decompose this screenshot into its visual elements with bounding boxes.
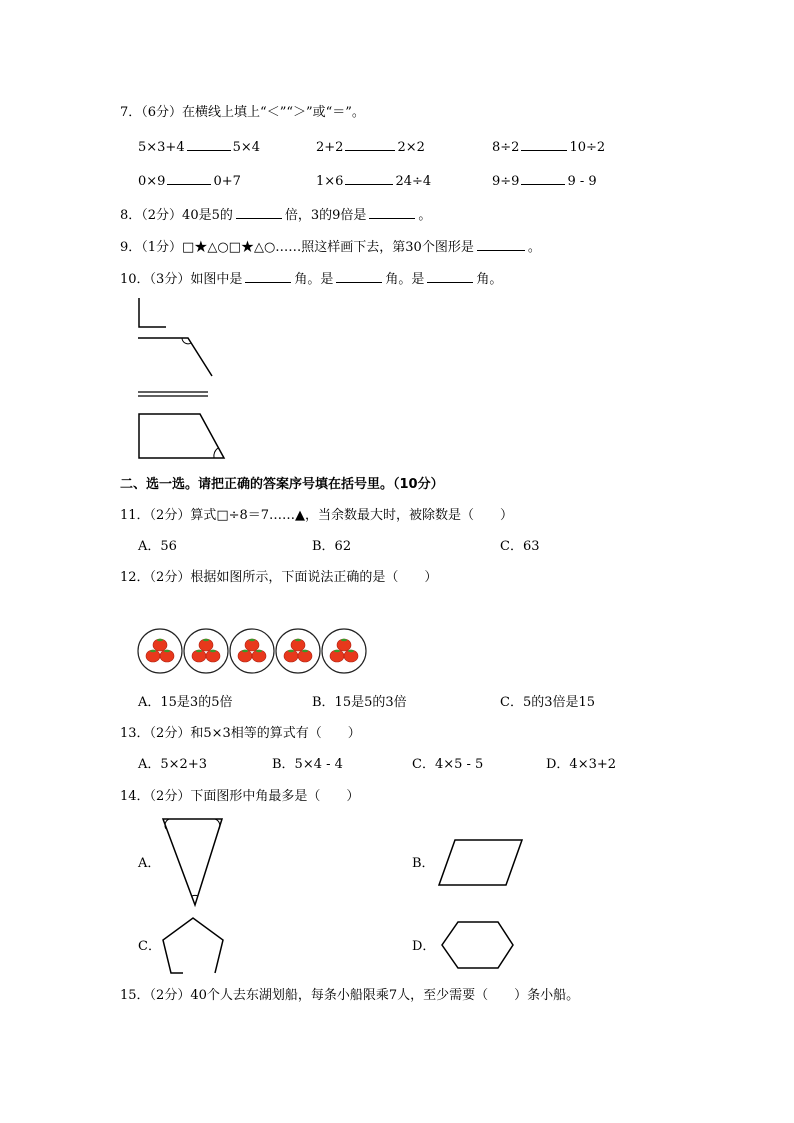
q7-row2-item1 (138, 172, 241, 190)
section2-heading: 二、选一选。请把正确的答案序号填在括号里。（10分） (120, 477, 444, 492)
tomato-leaf (334, 650, 340, 653)
q10-right-angle-figure (136, 298, 176, 330)
q7-r2-right3: 9 - 9 (567, 174, 597, 189)
q9-line (120, 238, 541, 256)
q7-r2-left1: 0×9 (138, 174, 166, 189)
q7-r1-right3: 10÷2 (569, 140, 606, 155)
tomato-leaf (249, 639, 255, 642)
q13-option-a[interactable]: A．5×2+3 (138, 757, 207, 772)
q10-text-d: 角。 (476, 272, 503, 287)
q8-text-a: 8．（2分）40是5的 (120, 208, 233, 223)
q8-blank2[interactable] (369, 206, 415, 219)
q14-option-b[interactable]: B． (412, 856, 435, 871)
tomato-leaf (348, 650, 354, 653)
q7-r2-right2: 24÷4 (395, 174, 432, 189)
q10-straight-angle-figure (136, 390, 212, 400)
q10-text-b: 角。是 (294, 272, 334, 287)
q7-r2-right1: 0+7 (213, 174, 241, 189)
q12-title: 12．（2分）根据如图所示，下面说法正确的是（ ） (120, 570, 438, 585)
q14-option-a[interactable]: A． (138, 856, 161, 871)
q7-row2-item3 (492, 172, 597, 190)
q14-option-d[interactable]: D． (412, 939, 436, 954)
q13-title: 13．（2分）和5×3相等的算式有（ ） (120, 726, 361, 741)
q11-option-c[interactable]: C．63 (500, 539, 540, 554)
q13-option-c[interactable]: C．4×5 - 5 (412, 757, 484, 772)
q14-triangle-figure (160, 816, 226, 908)
q7-r2-left3: 9÷9 (492, 174, 520, 189)
q7-row1-item3 (492, 138, 605, 156)
q12-tomato-plates-figure (136, 626, 372, 676)
q11-option-a[interactable]: A．56 (138, 539, 177, 554)
q7-r1-left3: 8÷2 (492, 140, 520, 155)
q7-row2-item2 (316, 172, 431, 190)
q9-text-b: 。 (527, 240, 541, 255)
q10-obtuse-angle-figure (136, 332, 216, 378)
tomato-leaf (150, 650, 156, 653)
q14-title: 14．（2分）下面图形中角最多是（ ） (120, 789, 360, 804)
tomato-leaf (242, 650, 248, 653)
q7-r1-blank2[interactable] (345, 138, 395, 151)
q7-r1-left1: 5×3+4 (138, 140, 185, 155)
tomato-leaf (164, 650, 170, 653)
tomato-leaf (210, 650, 216, 653)
tomato-leaf (341, 639, 347, 642)
q7-r2-blank1[interactable] (167, 172, 211, 185)
q7-r1-right2: 2×2 (397, 140, 425, 155)
q14-parallelogram-figure (436, 838, 526, 888)
q7-r1-left2: 2+2 (316, 140, 344, 155)
tomato-leaf (302, 650, 308, 653)
tomato-leaf (288, 650, 294, 653)
q7-row1-item2 (316, 138, 425, 156)
tomato-leaf (295, 639, 301, 642)
q7-r2-blank2[interactable] (345, 172, 393, 185)
q14-option-c[interactable]: C． (138, 939, 161, 954)
q8-blank1[interactable] (236, 206, 282, 219)
q10-blank3[interactable] (427, 270, 473, 283)
q7-r1-blank3[interactable] (521, 138, 567, 151)
q11-title: 11．（2分）算式□÷8＝7……▲，当余数最大时，被除数是（ ） (120, 508, 514, 523)
q8-text-c: 。 (418, 208, 432, 223)
q14-pentagon-figure (160, 916, 226, 976)
q10-blank2[interactable] (336, 270, 382, 283)
q8-text-b: 倍，3的9倍是 (284, 208, 367, 223)
q7-r1-blank1[interactable] (187, 138, 231, 151)
q10-text-c: 角。是 (385, 272, 425, 287)
tomato-leaf (157, 639, 163, 642)
tomato-leaf (256, 650, 262, 653)
tomato-leaf (203, 639, 209, 642)
q12-option-a[interactable]: A．15是3的5倍 (138, 695, 233, 710)
q10-text-a: 10．（3分）如图中是 (120, 272, 243, 287)
q11-option-b[interactable]: B．62 (312, 539, 352, 554)
q9-blank[interactable] (477, 238, 525, 251)
tomato-leaf (196, 650, 202, 653)
q12-option-c[interactable]: C．5的3倍是15 (500, 695, 596, 710)
q7-r1-right1: 5×4 (232, 140, 261, 155)
q10-trapezoid-figure (136, 410, 228, 462)
q7-title: 7．（6分）在横线上填上“＜”“＞”或“＝”。 (120, 105, 365, 120)
q14-hexagon-figure (438, 920, 516, 972)
q13-option-d[interactable]: D．4×3+2 (546, 757, 617, 772)
q15-title: 15．（2分）40个人去东湖划船，每条小船限乘7人，至少需要（ ）条小船。 (120, 988, 580, 1003)
q12-option-b[interactable]: B．15是5的3倍 (312, 695, 407, 710)
q7-r2-left2: 1×6 (316, 174, 344, 189)
q13-option-b[interactable]: B．5×4 - 4 (272, 757, 343, 772)
q10-blank1[interactable] (245, 270, 291, 283)
q7-row1-item1 (138, 138, 260, 156)
q9-text-a: 9．（1分）□★△○□★△○……照这样画下去，第30个图形是 (120, 240, 474, 255)
q7-r2-blank3[interactable] (521, 172, 565, 185)
q8-line (120, 206, 431, 224)
q10-line (120, 270, 502, 288)
